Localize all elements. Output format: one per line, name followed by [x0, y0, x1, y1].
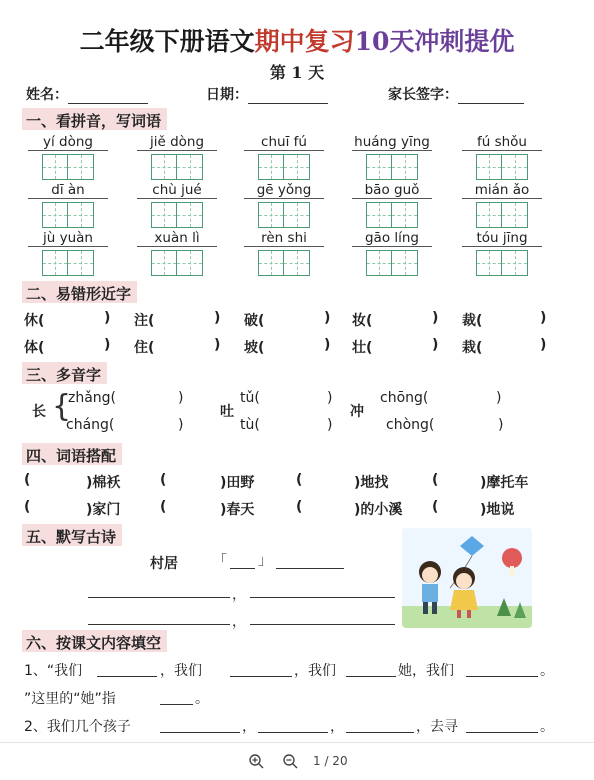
tianzige-grid [244, 154, 324, 180]
writing-box[interactable] [177, 250, 203, 276]
pinyin-text: dī àn [28, 182, 108, 199]
collocation-open: ( [296, 499, 303, 515]
pinyin-text: chuī fú [244, 134, 324, 151]
page-indicator: 1 / 20 [313, 754, 348, 768]
tianzige-grid [462, 154, 542, 180]
writing-box[interactable] [151, 250, 177, 276]
date-blank[interactable] [248, 90, 328, 104]
q1-blank-1[interactable] [97, 676, 157, 677]
tianzige-grid [137, 154, 217, 180]
writing-box[interactable] [42, 154, 68, 180]
pinyin-item [137, 230, 217, 276]
day-subtitle: 第 1 天 [269, 63, 325, 82]
section-1-heading: 一、看拼音，写词语 [22, 108, 167, 130]
pinyin-item [462, 182, 542, 228]
q1-blank-3[interactable] [346, 676, 396, 677]
collocation-word: )的小溪 [354, 502, 403, 518]
collocation-word: )春天 [220, 502, 255, 518]
polyphone-2-close-2: ) [327, 417, 333, 433]
writing-box[interactable] [258, 154, 284, 180]
tianzige-grid [137, 202, 217, 228]
pinyin-text: gāo líng [352, 230, 432, 247]
collocation-open: ( [160, 472, 167, 488]
name-field [26, 84, 148, 104]
pinyin-item [462, 134, 542, 180]
author-blank[interactable] [276, 568, 344, 569]
similar-char-close: ) [540, 310, 547, 326]
brace-icon: { [52, 389, 72, 424]
writing-box[interactable] [68, 154, 94, 180]
pinyin-text: chù jué [137, 182, 217, 199]
sign-field [388, 84, 524, 104]
similar-char-close: ) [432, 337, 439, 353]
polyphone-2-reading-2: tù( [240, 417, 260, 433]
similar-char-item: 壮( [352, 340, 373, 356]
writing-box[interactable] [68, 202, 94, 228]
name-blank[interactable] [68, 90, 148, 104]
pinyin-text: jiě dòng [137, 134, 217, 151]
viewer-toolbar [0, 742, 594, 780]
similar-char-item: 破( [244, 313, 265, 329]
pinyin-item [137, 134, 217, 180]
pinyin-text: xuàn lì [137, 230, 217, 247]
q2-text-a: 2、我们几个孩子 [24, 719, 131, 735]
similar-char-close: ) [104, 310, 111, 326]
writing-box[interactable] [258, 202, 284, 228]
section-4-heading: 四、词语搭配 [22, 443, 122, 465]
q1-text-c: ，我们 [294, 663, 336, 679]
polyphone-1-reading-2: cháng( [66, 417, 115, 433]
tianzige-grid [137, 250, 217, 276]
illustration-icon [402, 528, 532, 628]
q1-text-d: 她，我们 [398, 663, 454, 679]
tianzige-grid [244, 250, 324, 276]
q1-end: 。 [540, 663, 554, 679]
pinyin-item [137, 182, 217, 228]
title-part-3: 10天冲刺提优 [354, 27, 515, 56]
q2-blank-3[interactable] [346, 732, 414, 733]
pinyin-text: rèn shi [244, 230, 324, 247]
polyphone-3-reading-1: chōng( [380, 390, 429, 406]
tianzige-grid [352, 202, 432, 228]
polyphone-3-reading-2: chòng( [386, 417, 435, 433]
collocation-word: )田野 [220, 475, 255, 491]
pinyin-item [28, 230, 108, 276]
collocation-word: )地找 [354, 475, 389, 491]
collocation-open: ( [24, 499, 31, 515]
writing-box[interactable] [284, 154, 310, 180]
writing-box[interactable] [284, 202, 310, 228]
writing-box[interactable] [42, 250, 68, 276]
writing-box[interactable] [476, 250, 502, 276]
similar-char-item: 体( [24, 340, 45, 356]
writing-box[interactable] [68, 250, 94, 276]
similar-char-close: ) [214, 310, 221, 326]
writing-box[interactable] [366, 154, 392, 180]
writing-box[interactable] [177, 154, 203, 180]
sign-label: 家长签字： [388, 87, 458, 103]
writing-box[interactable] [177, 202, 203, 228]
poem-bracket-close: 」 [258, 553, 272, 569]
pinyin-item [352, 182, 432, 228]
collocation-open: ( [24, 472, 31, 488]
tianzige-grid [462, 250, 542, 276]
collocation-word: )家门 [86, 502, 121, 518]
polyphone-2-reading-1: tǔ( [240, 390, 260, 406]
section-2-heading: 二、易错形近字 [22, 281, 137, 303]
writing-box[interactable] [366, 250, 392, 276]
q2-blank-1[interactable] [160, 732, 240, 733]
poem-line-2-blank[interactable] [250, 597, 395, 598]
writing-box[interactable] [502, 202, 528, 228]
polyphone-3-close-1: ) [496, 390, 502, 406]
pinyin-text: fú shǒu [462, 134, 542, 151]
writing-box[interactable] [476, 202, 502, 228]
similar-char-item: 裁( [462, 313, 483, 329]
similar-char-close: ) [432, 310, 439, 326]
poem-line-4-blank[interactable] [250, 624, 395, 625]
collocation-word: )棉袄 [86, 475, 121, 491]
pinyin-text: gē yǒng [244, 182, 324, 199]
similar-char-close: ) [324, 337, 331, 353]
pinyin-item [352, 134, 432, 180]
pinyin-item [462, 230, 542, 276]
dynasty-blank[interactable] [230, 568, 255, 569]
writing-box[interactable] [42, 202, 68, 228]
q1-blank-5[interactable] [160, 704, 193, 705]
similar-char-item: 坡( [244, 340, 265, 356]
q1-text-b: ，我们 [160, 663, 202, 679]
polyphone-3-close-2: ) [498, 417, 504, 433]
polyphone-char-2: 吐 [220, 404, 234, 420]
similar-char-close: ) [214, 337, 221, 353]
writing-box[interactable] [366, 202, 392, 228]
collocation-open: ( [432, 499, 439, 515]
pinyin-text: huáng yīng [352, 134, 432, 151]
tianzige-grid [28, 202, 108, 228]
q2-end: 。 [540, 719, 554, 735]
tianzige-grid [28, 154, 108, 180]
q2-text-b: ，去寻 [416, 719, 458, 735]
date-label: 日期： [206, 87, 248, 103]
zoom-in-icon[interactable] [248, 753, 264, 773]
pinyin-item [244, 230, 324, 276]
polyphone-1-close-1: ) [178, 390, 184, 406]
similar-char-item: 注( [134, 313, 155, 329]
poem-line-3-blank[interactable] [88, 624, 230, 625]
worksheet-title [0, 22, 594, 58]
poem-line-1-blank[interactable] [88, 597, 230, 598]
kite-children-illustration [402, 528, 532, 628]
tianzige-grid [28, 250, 108, 276]
sign-blank[interactable] [458, 90, 524, 104]
collocation-open: ( [432, 472, 439, 488]
q2-comma-1: ， [242, 719, 256, 735]
date-field [206, 84, 328, 104]
poem-title: 村居 [150, 556, 178, 572]
similar-char-item: 栽( [462, 340, 483, 356]
pinyin-text: mián ǎo [462, 182, 542, 199]
poem-comma-2: ， [232, 614, 246, 630]
writing-box[interactable] [151, 202, 177, 228]
pinyin-text: yí dòng [28, 134, 108, 151]
pinyin-item [28, 134, 108, 180]
polyphone-char-1: 长 [32, 404, 46, 420]
collocation-word: )摩托车 [480, 475, 529, 491]
section-5-heading: 五、默写古诗 [22, 524, 122, 546]
title-part-2: 期中复习 [254, 27, 355, 56]
pinyin-item [352, 230, 432, 276]
pinyin-item [244, 134, 324, 180]
writing-box[interactable] [502, 154, 528, 180]
name-label: 姓名： [26, 87, 68, 103]
q2-comma-2: ， [330, 719, 344, 735]
section-6-heading: 六、按课文内容填空 [22, 630, 167, 652]
similar-char-item: 休( [24, 313, 45, 329]
polyphone-2-close-1: ) [327, 390, 333, 406]
similar-char-close: ) [104, 337, 111, 353]
similar-char-item: 妆( [352, 313, 373, 329]
pinyin-item [28, 182, 108, 228]
pinyin-text: bāo guǒ [352, 182, 432, 199]
polyphone-1-close-2: ) [178, 417, 184, 433]
writing-box[interactable] [151, 154, 177, 180]
title-part-1: 二年级下册语文 [79, 27, 255, 56]
tianzige-grid [462, 202, 542, 228]
collocation-word: )地说 [480, 502, 515, 518]
q1-blank-2[interactable] [230, 676, 292, 677]
writing-box[interactable] [392, 250, 418, 276]
writing-box[interactable] [258, 250, 284, 276]
pinyin-item [244, 182, 324, 228]
q1-line2-end: 。 [195, 691, 209, 707]
q1-line2-text: ”这里的“她”指 [24, 691, 116, 707]
similar-char-close: ) [324, 310, 331, 326]
tianzige-grid [352, 250, 432, 276]
q1-blank-4[interactable] [466, 676, 538, 677]
tianzige-grid [244, 202, 324, 228]
writing-box[interactable] [392, 154, 418, 180]
writing-box[interactable] [392, 202, 418, 228]
zoom-out-icon[interactable] [282, 753, 298, 773]
similar-char-close: ) [540, 337, 547, 353]
q2-blank-2[interactable] [258, 732, 328, 733]
writing-box[interactable] [476, 154, 502, 180]
pinyin-text: tóu jīng [462, 230, 542, 247]
section-3-heading: 三、多音字 [22, 362, 107, 384]
q2-blank-4[interactable] [466, 732, 538, 733]
pinyin-text: jù yuàn [28, 230, 108, 247]
collocation-open: ( [296, 472, 303, 488]
poem-comma-1: ， [232, 587, 246, 603]
similar-char-item: 住( [134, 340, 155, 356]
q1-text-a: 1、“我们 [24, 663, 83, 679]
writing-box[interactable] [502, 250, 528, 276]
polyphone-1-reading-1: zhǎng( [68, 390, 117, 406]
writing-box[interactable] [284, 250, 310, 276]
tianzige-grid [352, 154, 432, 180]
collocation-open: ( [160, 499, 167, 515]
poem-bracket-open: 「 [213, 553, 227, 569]
polyphone-char-3: 冲 [350, 404, 364, 420]
